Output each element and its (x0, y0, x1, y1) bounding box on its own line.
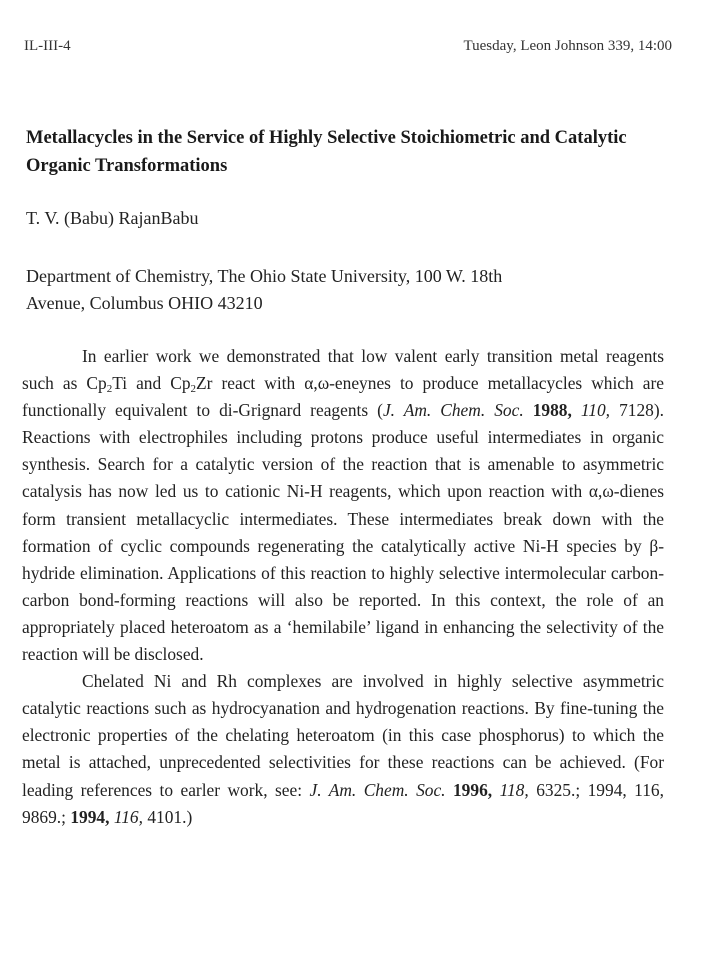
p2-ref2: 1994, 116, 9869.; (22, 779, 664, 827)
p2-ref3-year: 1994, (70, 806, 110, 827)
p1-ref-journal: J. Am. Chem. Soc. (382, 400, 524, 421)
p1-ref-year: 1988, (532, 400, 572, 421)
p1-text-3: Zr react with α,ω-eneynes to produce metallacycles which are functionally equivalent to di-Grignard reagents ( (22, 373, 664, 421)
p2-ref1-pages: 6325.; (536, 779, 581, 800)
p2-ref1-volume: 118, (499, 779, 529, 800)
session-code: IL-III-4 (24, 38, 71, 54)
affiliation (26, 263, 666, 317)
abstract-body (22, 343, 664, 831)
session-info: Tuesday, Leon Johnson 339, 14:00 (463, 38, 672, 54)
p2-ref-journal: J. Am. Chem. Soc. (309, 779, 446, 800)
p1-text-2: Ti and Cp (112, 373, 191, 394)
p2-ref3-pages: 4101.) (147, 806, 193, 827)
p2-text-1: Chelated Ni and Rh complexes are involved in highly selective asymmetric catalytic reactions such as hydrocyanation and hydrogenation reactions. By fine-tuning the electronic properties of the chelating heteroatom (in this case phosphorus) to which the metal is attached, unprecedented selectivities for these reactions can be achieved. (For leading references to earler work, see: (22, 671, 664, 800)
p1-text-4: Reactions with electrophiles including protons produce useful intermediates in organic synthesis. Search for a catalytic version of the reaction that is amenable to asymmetric catalysis has now led us to cationic Ni-H reagents, which upon reaction with α,ω-dienes form transient metallacyclic intermediates. These intermediates break down with the formation of cyclic compounds regenerating the catalytically active Ni-H species by β-hydride elimination. Applications of this reaction to highly selective intermolecular carbon-carbon bond-forming reactions will also be reported. In this context, the role of an appropriately placed heteroatom as a ‘hemilabile’ ligand in enhancing the selectivity of the reaction will be disclosed. (22, 427, 664, 665)
affiliation-line-2: Avenue, Columbus OHIO 43210 (26, 293, 263, 313)
p2-ref3-volume: 116, (113, 806, 143, 827)
abstract-title: Metallacycles in the Service of Highly Selective Stoichiometric and Catalytic Organic Transformations (26, 128, 627, 176)
p1-text-1: In earlier work we demonstrated that low valent early transition metal reagents such as Cp (22, 346, 664, 394)
p1-ref-pages: 7128). (619, 400, 664, 421)
p2-ref1-year: 1996, (452, 779, 493, 800)
author-name: T. V. (Babu) RajanBabu (26, 208, 199, 228)
p1-subscript-2: 2 (190, 383, 197, 396)
p1-ref-volume: 110, (580, 400, 611, 421)
paragraph-2 (22, 668, 664, 831)
affiliation-line-1: Department of Chemistry, The Ohio State University, 100 W. 18th (26, 266, 503, 286)
paragraph-1 (22, 343, 664, 668)
p1-subscript-1: 2 (106, 383, 113, 396)
